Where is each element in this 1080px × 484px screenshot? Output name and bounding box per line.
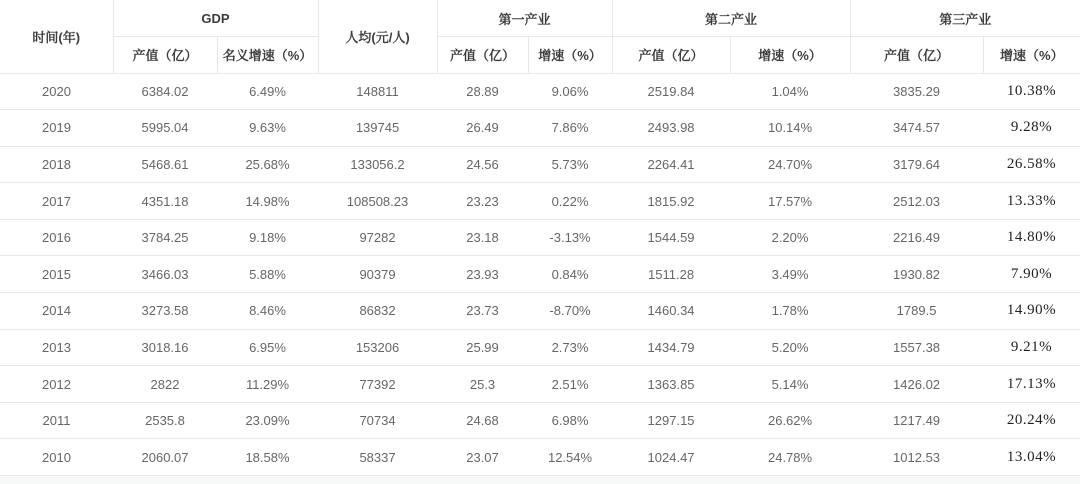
table-row [0, 439, 1080, 476]
cell-year: 2018 [0, 146, 113, 183]
header-group-row [0, 0, 1080, 37]
header-gdp-value: 产值（亿） [113, 37, 217, 74]
cell-tertiary-value: 1930.82 [850, 256, 983, 293]
cell-secondary-value: 1434.79 [612, 329, 730, 366]
cell-secondary-value: 1815.92 [612, 183, 730, 220]
cell-per-capita: 148811 [318, 73, 437, 110]
cell-primary-value: 23.18 [437, 219, 528, 256]
cell-year: 2013 [0, 329, 113, 366]
header-sub-row [0, 37, 1080, 74]
cell-primary-value: 28.89 [437, 73, 528, 110]
table-body [0, 73, 1080, 476]
cell-secondary-growth: 1.04% [730, 73, 850, 110]
cell-per-capita: 86832 [318, 293, 437, 330]
header-gdp-growth: 名义增速（%） [217, 37, 318, 74]
cell-per-capita: 139745 [318, 110, 437, 147]
cell-gdp-growth: 6.49% [217, 73, 318, 110]
header-secondary-group: 第二产业 [612, 0, 850, 37]
cell-tertiary-growth: 13.04% [983, 439, 1080, 476]
cell-tertiary-value: 3179.64 [850, 146, 983, 183]
cell-gdp-value: 3273.58 [113, 293, 217, 330]
cell-gdp-growth: 5.88% [217, 256, 318, 293]
cell-primary-growth: 2.73% [528, 329, 612, 366]
cell-secondary-value: 1297.15 [612, 402, 730, 439]
cell-gdp-value: 5468.61 [113, 146, 217, 183]
cell-tertiary-value: 2216.49 [850, 219, 983, 256]
cell-secondary-value: 1511.28 [612, 256, 730, 293]
cell-secondary-value: 2519.84 [612, 73, 730, 110]
cell-gdp-growth: 9.63% [217, 110, 318, 147]
cell-primary-growth: 9.06% [528, 73, 612, 110]
cell-primary-value: 24.56 [437, 146, 528, 183]
table-row [0, 329, 1080, 366]
cell-year: 2017 [0, 183, 113, 220]
cell-per-capita: 70734 [318, 402, 437, 439]
cell-secondary-growth: 24.70% [730, 146, 850, 183]
cell-tertiary-growth: 20.24% [983, 402, 1080, 439]
cell-tertiary-value: 1217.49 [850, 402, 983, 439]
header-tertiary-growth: 增速（%） [983, 37, 1080, 74]
cell-gdp-value: 5995.04 [113, 110, 217, 147]
cell-tertiary-value: 1426.02 [850, 366, 983, 403]
cell-gdp-value: 3018.16 [113, 329, 217, 366]
cell-secondary-value: 1363.85 [612, 366, 730, 403]
cell-tertiary-growth: 17.13% [983, 366, 1080, 403]
cell-secondary-growth: 24.78% [730, 439, 850, 476]
cell-primary-value: 25.3 [437, 366, 528, 403]
cell-tertiary-value: 1557.38 [850, 329, 983, 366]
cell-gdp-growth: 11.29% [217, 366, 318, 403]
cell-tertiary-value: 1789.5 [850, 293, 983, 330]
header-per-capita: 人均(元/人) [318, 0, 437, 73]
cell-secondary-growth: 10.14% [730, 110, 850, 147]
header-secondary-value: 产值（亿） [612, 37, 730, 74]
cell-per-capita: 77392 [318, 366, 437, 403]
table-row [0, 183, 1080, 220]
table-row [0, 366, 1080, 403]
cell-per-capita: 97282 [318, 219, 437, 256]
cell-year: 2010 [0, 439, 113, 476]
cell-secondary-growth: 17.57% [730, 183, 850, 220]
cell-gdp-value: 4351.18 [113, 183, 217, 220]
cell-gdp-growth: 14.98% [217, 183, 318, 220]
cell-gdp-value: 2535.8 [113, 402, 217, 439]
cell-tertiary-growth: 14.90% [983, 293, 1080, 330]
bottom-strip [0, 476, 1080, 484]
cell-tertiary-value: 3474.57 [850, 110, 983, 147]
cell-tertiary-growth: 7.90% [983, 256, 1080, 293]
cell-secondary-value: 2264.41 [612, 146, 730, 183]
cell-year: 2015 [0, 256, 113, 293]
header-secondary-growth: 增速（%） [730, 37, 850, 74]
cell-primary-growth: 7.86% [528, 110, 612, 147]
cell-year: 2011 [0, 402, 113, 439]
cell-secondary-value: 1544.59 [612, 219, 730, 256]
cell-secondary-growth: 1.78% [730, 293, 850, 330]
cell-secondary-value: 2493.98 [612, 110, 730, 147]
cell-primary-growth: -3.13% [528, 219, 612, 256]
cell-primary-growth: 0.22% [528, 183, 612, 220]
cell-primary-growth: 0.84% [528, 256, 612, 293]
table-row [0, 219, 1080, 256]
cell-primary-value: 24.68 [437, 402, 528, 439]
cell-secondary-growth: 5.20% [730, 329, 850, 366]
cell-gdp-growth: 18.58% [217, 439, 318, 476]
cell-tertiary-growth: 26.58% [983, 146, 1080, 183]
cell-secondary-growth: 5.14% [730, 366, 850, 403]
cell-per-capita: 133056.2 [318, 146, 437, 183]
cell-tertiary-growth: 14.80% [983, 219, 1080, 256]
cell-primary-value: 23.07 [437, 439, 528, 476]
cell-gdp-growth: 9.18% [217, 219, 318, 256]
table-header [0, 0, 1080, 73]
cell-year: 2019 [0, 110, 113, 147]
cell-tertiary-growth: 10.38% [983, 73, 1080, 110]
cell-gdp-value: 3784.25 [113, 219, 217, 256]
table-row [0, 110, 1080, 147]
cell-primary-value: 23.93 [437, 256, 528, 293]
cell-year: 2016 [0, 219, 113, 256]
cell-primary-growth: 6.98% [528, 402, 612, 439]
table-row [0, 402, 1080, 439]
cell-gdp-value: 2060.07 [113, 439, 217, 476]
cell-gdp-value: 2822 [113, 366, 217, 403]
table-row [0, 293, 1080, 330]
cell-year: 2020 [0, 73, 113, 110]
cell-primary-growth: 12.54% [528, 439, 612, 476]
cell-secondary-growth: 26.62% [730, 402, 850, 439]
cell-secondary-value: 1460.34 [612, 293, 730, 330]
table-row [0, 256, 1080, 293]
cell-year: 2012 [0, 366, 113, 403]
header-tertiary-value: 产值（亿） [850, 37, 983, 74]
cell-per-capita: 58337 [318, 439, 437, 476]
cell-per-capita: 108508.23 [318, 183, 437, 220]
cell-primary-growth: -8.70% [528, 293, 612, 330]
header-primary-value: 产值（亿） [437, 37, 528, 74]
cell-primary-value: 23.73 [437, 293, 528, 330]
cell-tertiary-growth: 9.28% [983, 110, 1080, 147]
cell-gdp-value: 6384.02 [113, 73, 217, 110]
cell-primary-value: 26.49 [437, 110, 528, 147]
header-tertiary-group: 第三产业 [850, 0, 1080, 37]
cell-tertiary-value: 3835.29 [850, 73, 983, 110]
header-time: 时间(年) [0, 0, 113, 73]
cell-secondary-value: 1024.47 [612, 439, 730, 476]
cell-primary-growth: 5.73% [528, 146, 612, 183]
cell-tertiary-value: 1012.53 [850, 439, 983, 476]
cell-tertiary-growth: 13.33% [983, 183, 1080, 220]
cell-secondary-growth: 2.20% [730, 219, 850, 256]
cell-primary-value: 25.99 [437, 329, 528, 366]
cell-primary-value: 23.23 [437, 183, 528, 220]
header-primary-group: 第一产业 [437, 0, 612, 37]
cell-primary-growth: 2.51% [528, 366, 612, 403]
cell-tertiary-growth: 9.21% [983, 329, 1080, 366]
table-row [0, 73, 1080, 110]
header-gdp-group: GDP [113, 0, 318, 37]
cell-tertiary-value: 2512.03 [850, 183, 983, 220]
cell-secondary-growth: 3.49% [730, 256, 850, 293]
cell-gdp-growth: 8.46% [217, 293, 318, 330]
cell-per-capita: 153206 [318, 329, 437, 366]
table-row [0, 146, 1080, 183]
cell-gdp-growth: 6.95% [217, 329, 318, 366]
cell-gdp-growth: 25.68% [217, 146, 318, 183]
cell-gdp-growth: 23.09% [217, 402, 318, 439]
cell-year: 2014 [0, 293, 113, 330]
cell-per-capita: 90379 [318, 256, 437, 293]
cell-gdp-value: 3466.03 [113, 256, 217, 293]
header-primary-growth: 增速（%） [528, 37, 612, 74]
